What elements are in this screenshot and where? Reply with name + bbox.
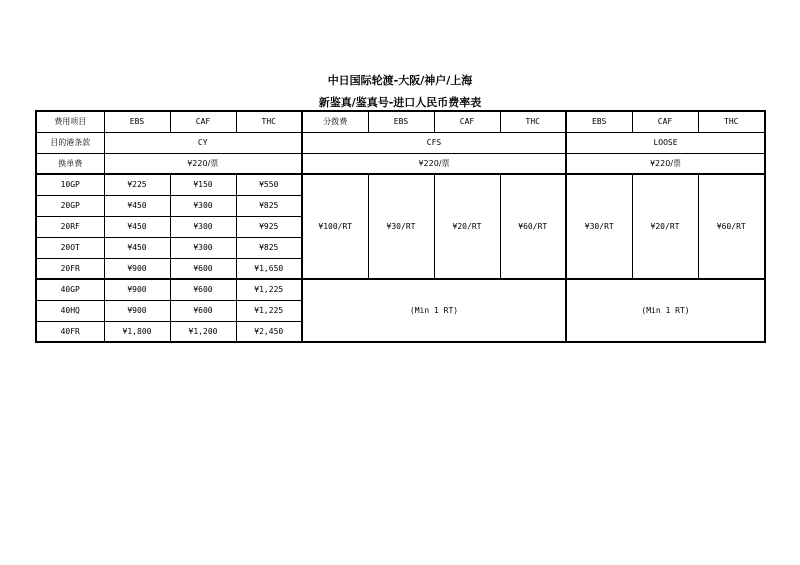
- exchange-loose: ¥220/票: [566, 153, 765, 174]
- header-cy-caf: CAF: [170, 111, 236, 132]
- table-row: [36, 174, 765, 195]
- header-cfs-caf: CAF: [434, 111, 500, 132]
- cfs-ebs-rate: ¥30/RT: [368, 174, 434, 279]
- terms-label: 目的港条款: [36, 132, 104, 153]
- container-ebs: ¥450: [104, 237, 170, 258]
- container-type: 20GP: [36, 195, 104, 216]
- terms-loose: LOOSE: [566, 132, 765, 153]
- container-ebs: ¥450: [104, 195, 170, 216]
- container-caf: ¥300: [170, 237, 236, 258]
- rate-table: [35, 110, 766, 343]
- container-thc: ¥825: [236, 237, 302, 258]
- container-ebs: ¥1,800: [104, 321, 170, 342]
- container-caf: ¥600: [170, 279, 236, 300]
- container-thc: ¥2,450: [236, 321, 302, 342]
- cfs-caf-rate: ¥20/RT: [434, 174, 500, 279]
- container-caf: ¥1,200: [170, 321, 236, 342]
- container-type: 20RF: [36, 216, 104, 237]
- loose-thc-rate: ¥60/RT: [698, 174, 765, 279]
- loose-ebs-rate: ¥30/RT: [566, 174, 632, 279]
- exchange-cfs: ¥220/票: [302, 153, 566, 174]
- document-title: 中日国际轮渡-大阪/神户/上海: [327, 74, 473, 87]
- container-caf: ¥300: [170, 216, 236, 237]
- header-cfs-ebs: EBS: [368, 111, 434, 132]
- terms-cy: CY: [104, 132, 302, 153]
- header-label: 费用项目: [36, 111, 104, 132]
- header-loose-ebs: EBS: [566, 111, 632, 132]
- terms-row: [36, 132, 765, 153]
- container-caf: ¥600: [170, 300, 236, 321]
- header-cy-ebs: EBS: [104, 111, 170, 132]
- cfs-min-note: (Min 1 RT): [302, 279, 566, 342]
- container-ebs: ¥900: [104, 258, 170, 279]
- exchange-cy: ¥220/票: [104, 153, 302, 174]
- container-ebs: ¥900: [104, 300, 170, 321]
- container-thc: ¥925: [236, 216, 302, 237]
- exchange-row: [36, 153, 765, 174]
- loose-caf-rate: ¥20/RT: [632, 174, 698, 279]
- header-cfs-thc: THC: [500, 111, 566, 132]
- container-type: 20FR: [36, 258, 104, 279]
- header-loose-thc: THC: [698, 111, 765, 132]
- container-type: 10GP: [36, 174, 104, 195]
- header-loose-caf: CAF: [632, 111, 698, 132]
- header-cfs-handling: 分拨费: [302, 111, 368, 132]
- container-type: 40GP: [36, 279, 104, 300]
- container-ebs: ¥450: [104, 216, 170, 237]
- container-thc: ¥550: [236, 174, 302, 195]
- container-type: 40HQ: [36, 300, 104, 321]
- container-caf: ¥150: [170, 174, 236, 195]
- terms-cfs: CFS: [302, 132, 566, 153]
- table-row: [36, 279, 765, 300]
- container-type: 20OT: [36, 237, 104, 258]
- container-thc: ¥1,225: [236, 300, 302, 321]
- loose-min-note: (Min 1 RT): [566, 279, 765, 342]
- container-thc: ¥1,650: [236, 258, 302, 279]
- cfs-thc-rate: ¥60/RT: [500, 174, 566, 279]
- container-caf: ¥300: [170, 195, 236, 216]
- container-thc: ¥1,225: [236, 279, 302, 300]
- container-ebs: ¥900: [104, 279, 170, 300]
- container-caf: ¥600: [170, 258, 236, 279]
- container-type: 40FR: [36, 321, 104, 342]
- header-row: [36, 111, 765, 132]
- exchange-label: 换单费: [36, 153, 104, 174]
- document-subtitle: 新鉴真/鉴真号-进口人民币费率表: [318, 96, 482, 109]
- container-thc: ¥825: [236, 195, 302, 216]
- header-cy-thc: THC: [236, 111, 302, 132]
- cfs-handling-rate: ¥100/RT: [302, 174, 368, 279]
- container-ebs: ¥225: [104, 174, 170, 195]
